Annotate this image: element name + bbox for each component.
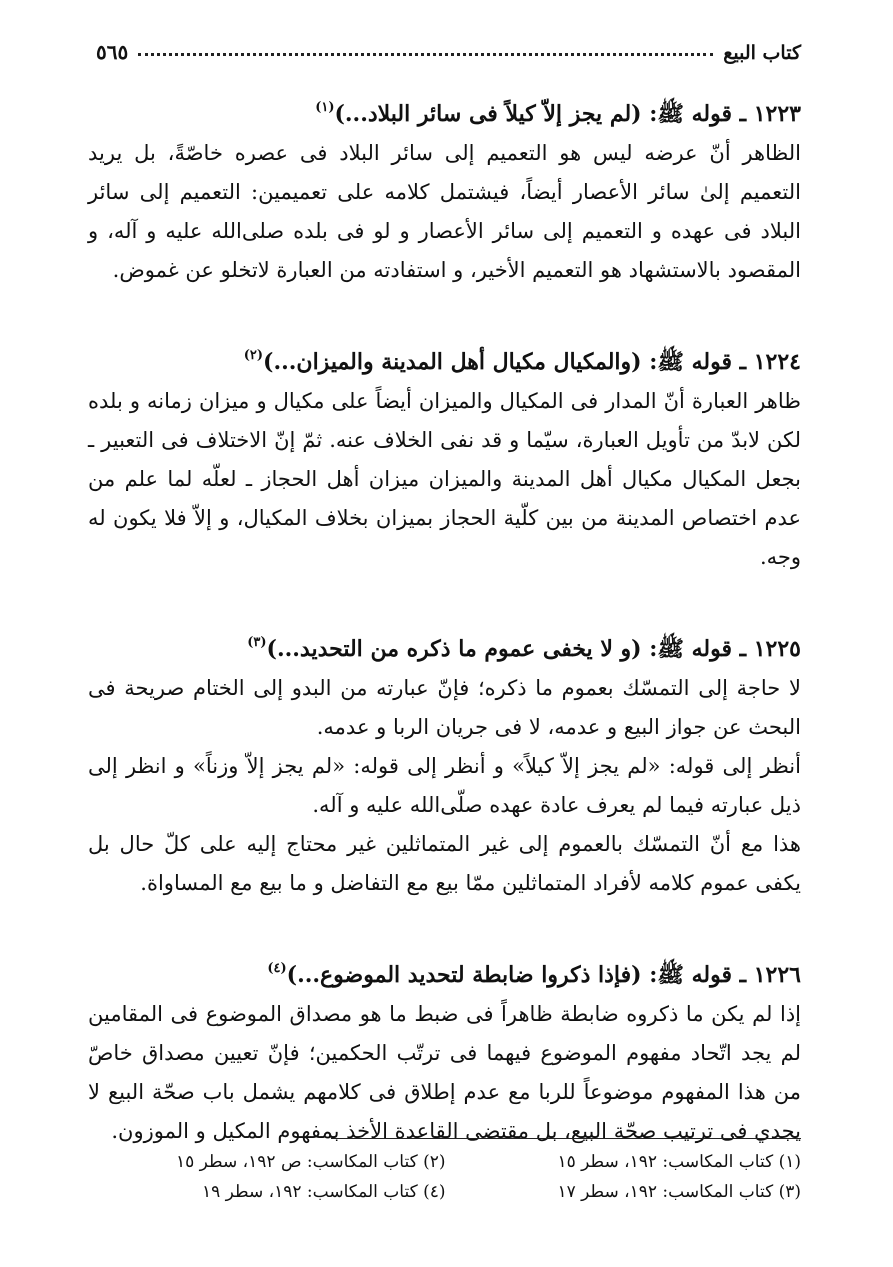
footnotes <box>120 1148 801 1206</box>
footnote-ref: (٣) <box>247 635 267 650</box>
book-title: كتاب البيع <box>723 42 801 64</box>
paragraph: ظاهر العبارة أنّ المدار فى المكيال والميزان أيضاً على مكيال و ميزان زمانه و بلده لكن لابدّ من تأويل العبارة، سيّما و قد نفى الخلاف عنه. ثمّ إنّ الاختلاف فى التعبير ـ بجعل المكيال مكيال أهل المدينة والميزان ميزان أهل الحجاز ـ لعلّه لما علم من عدم اختصاص المدينة من بين كلّية الحجاز بميزان بخلاف المكيال، و إلاّ فلا يكون له وجه. <box>88 389 801 569</box>
paragraph: إذا لم يكن ما ذكروه ضابطة ظاهراً فى ضبط ما هو مصداق الموضوع فى المقامين لم يجد اتّحاد مفهوم الموضوع فيهما فى ترتّب الحكمين؛ فإنّ تعيين مصداق خاصّ من هذا المفهوم موضوعاً للربا مع عدم إطلاق فى كلامهم يشمل باب صحّة البيع لا يجدي فى ترتيب صحّة البيع، بل مقتضى القاعدة الأخذ بمفهوم المكيل و الموزون. <box>88 1002 801 1143</box>
footnote-2: (٢) كتاب المكاسب: ص ١٩٢، سطر ١٥ <box>176 1152 446 1172</box>
footnote-ref: (٢) <box>243 348 264 363</box>
commentary-section <box>88 623 801 903</box>
footnote-ref: (٤) <box>267 961 287 976</box>
main-text <box>88 88 801 1151</box>
section-heading-text: ١٢٢٣ ـ قوله ﷺ: (لم يجز إلاّ كيلاً فى سائر البلاد...) <box>334 101 801 127</box>
section-heading <box>88 623 801 669</box>
running-header <box>96 30 801 64</box>
section-heading-text: ١٢٢٦ ـ قوله ﷺ: (فإذا ذكروا ضابطة لتحديد الموضوع...) <box>286 962 801 988</box>
section-heading <box>88 949 801 995</box>
commentary-section <box>88 336 801 577</box>
footnote-ref: (١) <box>315 100 335 115</box>
paragraph: الظاهر أنّ عرضه ليس هو التعميم إلى سائر البلاد فى عصره خاصّةً، بل يريد التعميم إلىٰ سائر الأعصار أيضاً، فيشتمل كلامه على تعميمين: التعميم إلى سائر البلاد فى عهده و التعميم إلى سائر الأعصار و لو فى بلده صلى‌الله عليه و آله، و المقصود بالاستشهاد هو التعميم الأخير، و استفادته من العبارة لاتخلو عن غموض. <box>88 141 801 282</box>
commentary-section <box>88 949 801 1151</box>
paragraph: أنظر إلى قوله: «لم يجز إلاّ كيلاً» و أنظر إلى قوله: «لم يجز إلاّ وزناً» و انظر إلى ذيل عبارته فيما لم يعرف عادة عهده صلّى‌الله عليه و آله. <box>88 754 801 817</box>
section-heading <box>88 336 801 382</box>
section-heading <box>88 88 801 134</box>
footnote-separator <box>331 1138 801 1139</box>
header-dot-leader <box>138 52 713 56</box>
paragraph: هذا مع أنّ التمسّك بالعموم إلى غير المتماثلين غير محتاج إليه على كلّ حال بل يكفى عموم كلامه لأفراد المتماثلين ممّا بيع مع التفاضل و ما بيع مع المساواة. <box>88 832 801 895</box>
footnote-1: (١) كتاب المكاسب: ١٩٢، سطر ١٥ <box>557 1152 801 1172</box>
paragraph: لا حاجة إلى التمسّك بعموم ما ذكره؛ فإنّ عبارته من البدو إلى الختام صريحة فى البحث عن جواز البيع و عدمه، لا فى جريان الربا و عدمه. <box>88 676 801 739</box>
section-heading-text: ١٢٢٤ ـ قوله ﷺ: (والمكيال مكيال أهل المدينة والميزان...) <box>263 349 801 375</box>
footnote-3: (٣) كتاب المكاسب: ١٩٢، سطر ١٧ <box>557 1182 801 1202</box>
page-number: ٥٦٥ <box>96 40 129 64</box>
commentary-section <box>88 88 801 290</box>
section-heading-text: ١٢٢٥ ـ قوله ﷺ: (و لا يخفى عموم ما ذكره من التحديد...) <box>266 636 801 662</box>
footnote-4: (٤) كتاب المكاسب: ١٩٢، سطر ١٩ <box>201 1182 446 1202</box>
